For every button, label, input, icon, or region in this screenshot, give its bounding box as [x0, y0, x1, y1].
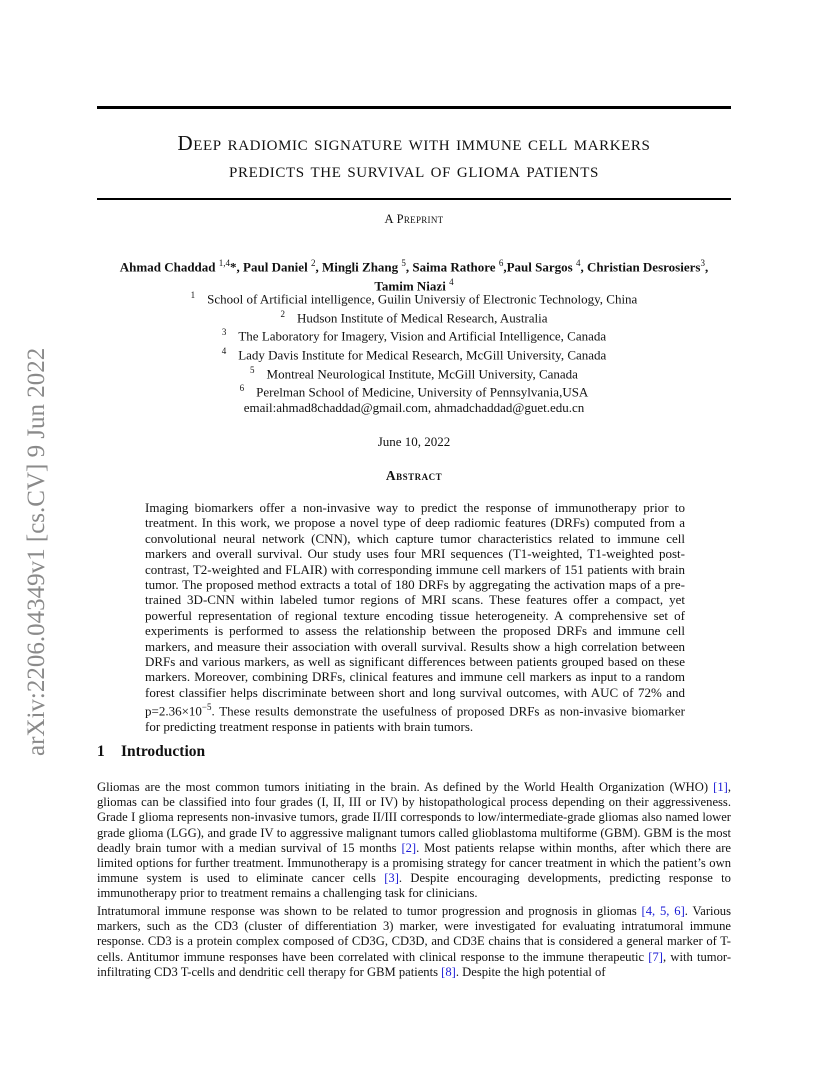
section-title: Introduction	[121, 743, 206, 760]
citation-link[interactable]: [2]	[401, 840, 417, 855]
paragraph-text: . Most patients relapse within months, after which there are limited options for further treatment. Immunotherapy is a promising strategy for cancer treatment in which the patient’s own immune system is used to eliminate cancer cells	[97, 840, 732, 886]
affiliation-item	[97, 344, 731, 363]
author-name: , Mingli Zhang	[315, 259, 399, 275]
abstract-body	[145, 500, 685, 734]
paragraph-text: . Various markers, such as the CD3 (cluster of differentiation 3) marker, were investigated for evaluating intratumoral immune response. CD3 is a protein complex composed of CD3G, CD3D, and CD3E chains that is considered a general marker of T-cells. Antitumor immune responses have been correlated with clinical response to the immune therapeutic	[97, 904, 732, 964]
affiliation-item	[97, 381, 731, 400]
citation-link[interactable]: [1]	[713, 780, 728, 794]
abstract-text: Imaging biomarkers offer a non-invasive way to predict the response of immunotherapy prior to treatment. In this work, we propose a novel type of deep radiomic features (DRFs) computed from a convolutional neural network (CNN), which capture tumor characteristics related to immune cell markers and overall survival. Our study uses four MRI sequences (T1-weighted, T1-weighted post-contrast, T2-weighted and FLAIR) with corresponding immune cell markers of 151 patients with brain tumor. The proposed method extracts a total of 180 DRFs by aggregating the activation maps of a pre-trained 3D-CNN within labeled tumor regions of MRI scans. These features offer a compact, yet powerful representation of regional texture encoding tissue heterogeneity. A comprehensive set of experiments is performed to assess the relationship between the proposed DRFs and immune cell markers, and measure their association with overall survival. Results show a high correlation between DRFs and various markers, as well as significant differences between patients grouped based on these markers. Moreover, combining DRFs, clinical features and immune cell markers as input to a random forest classifier helps discriminate between short and long survival outcomes, with AUC of 72% and p=2.36×10	[145, 500, 685, 719]
affiliation-text: Lady Davis Institute for Medical Research, McGill University, Canada	[238, 347, 607, 363]
affiliation-number: 6	[239, 383, 245, 394]
affiliation-number: 4	[221, 345, 227, 356]
citation-link[interactable]: [3]	[384, 871, 399, 886]
affiliation-item	[97, 307, 731, 326]
arxiv-identifier: arXiv:2206.04349v1 [cs.CV] 9 Jun 2022	[23, 347, 50, 756]
title-bottom-rule	[97, 198, 731, 200]
affiliation-text: The Laboratory for Imagery, Vision and Artificial Intelligence, Canada	[238, 328, 607, 344]
author-name: Tamim Niazi	[374, 278, 446, 294]
title-line-1: Deep radiomic signature with immune cell markers	[177, 131, 651, 155]
affiliation-text: Montreal Neurological Institute, McGill University, Canada	[266, 365, 578, 381]
intro-paragraph-1	[97, 780, 731, 902]
affiliation-text: School of Artificial intelligence, Guilin Universiy of Electronic Technology, China	[207, 291, 638, 307]
affiliation-text: Hudson Institute of Medical Research, Australia	[296, 309, 548, 325]
author-affil-mark: 3	[700, 258, 705, 268]
contact-email: email:ahmad8chaddad@gmail.com, ahmadchaddad@guet.edu.cn	[243, 399, 585, 415]
affiliation-number: 3	[221, 327, 227, 338]
author-affil-mark: 6	[498, 258, 504, 268]
paragraph-text: , gliomas can be classified into four grades (I, II, III or IV) by histopathological process depending on their aggressiveness. Grade I glioma represents non-invasive tumors, grade II/III corresponds to low/intermediate-grade gliomas also named lower grade glioma (LGG), and grade IV to aggressive malignant tumors called glioblastoma multiforme (GBM). GBM is the most deadly brain tumor with a median survival of 15 months	[97, 780, 731, 855]
author-affil-mark: 4	[575, 258, 581, 268]
abstract-text: . These results demonstrate the usefulness of proposed DRFs as non-invasive biomarker for predicting treatment response in patients with brain tumors.	[145, 703, 685, 735]
affiliation-text: Perelman School of Medicine, University of Pennsylvania,USA	[256, 384, 589, 400]
affiliation-number: 5	[250, 364, 255, 375]
paragraph-text: Gliomas are the most common tumors initiating in the brain. As defined by the World Health Organization (WHO)	[97, 780, 714, 794]
author-name: , Christian Desrosiers	[580, 259, 701, 275]
author-affil-mark: 2	[310, 258, 316, 268]
affiliation-item	[97, 325, 731, 344]
author-affil-mark: 5	[401, 258, 406, 268]
paragraph-text: , with tumor-infiltrating CD3 T-cells and dendritic cell therapy for GBM patients	[97, 949, 732, 979]
preprint-label: A Preprint	[384, 212, 444, 226]
affiliation-item	[97, 288, 731, 307]
author-separator: ,	[704, 259, 709, 275]
section-heading	[97, 743, 205, 761]
affiliation-number: 2	[280, 308, 285, 319]
citation-link[interactable]: [4, 5, 6]	[641, 904, 685, 918]
title-top-rule	[97, 106, 731, 109]
author-affil-mark: 4	[449, 276, 454, 287]
paragraph-text: . Despite encouraging developments, predicting response to immunotherapy prior to treatment remains a challenging task for clinicians.	[97, 871, 731, 901]
paragraph-text: Intratumoral immune response was shown to be related to tumor progression and prognosis in gliomas	[97, 904, 642, 918]
publication-date: June 10, 2022	[377, 434, 451, 449]
abstract-exponent: −5	[201, 702, 212, 713]
affiliation-list	[97, 288, 731, 415]
affiliation-item	[97, 363, 731, 382]
abstract-heading: Abstract	[385, 468, 443, 483]
citation-link[interactable]: [7]	[648, 949, 663, 964]
author-name: ,Paul Sargos	[503, 259, 573, 275]
paper-title	[97, 130, 731, 184]
paragraph-text: . Despite the high potential of	[455, 964, 606, 979]
citation-link[interactable]: [8]	[441, 964, 456, 979]
author-affil-mark: 1,4	[218, 258, 231, 268]
author-name: *, Paul Daniel	[230, 259, 308, 275]
section-number: 1	[97, 743, 105, 760]
title-line-2: predicts the survival of glioma patients	[229, 158, 599, 182]
author-name: , Saima Rathore	[405, 259, 496, 275]
author-name: Ahmad Chaddad	[119, 259, 216, 275]
affiliation-number: 1	[190, 290, 196, 300]
intro-paragraph-2	[97, 904, 731, 980]
